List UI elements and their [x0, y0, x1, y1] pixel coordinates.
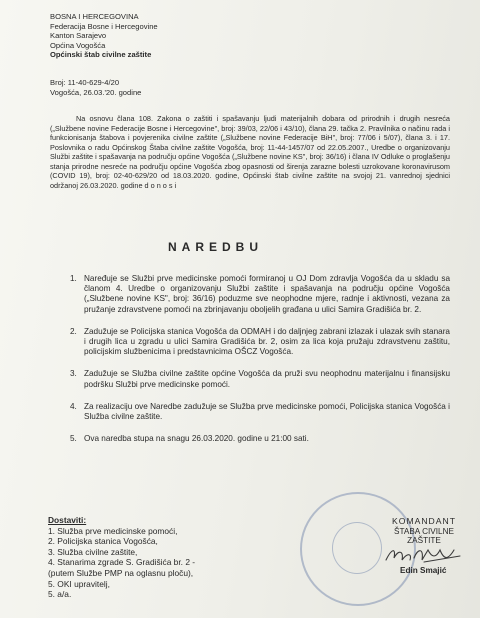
order-item-text: Zadužuje se Policijska stanica Vogošća da ODMAH i do daljnjeg zabrani izlazak i ulazak svih stanara i drugih lica u zgradu u ulici Samira Gradišića br. 2, osim za lica koja pružaju zdravstvenu zaštitu, policijskim službenicima i predstavnicima OŠCZ Vogošća. — [84, 326, 450, 357]
legal-basis-paragraph: Na osnovu člana 108. Zakona o zaštiti i spašavanju ljudi materijalnih dobara od prirodnih i drugih nesreća („Službene novine Federacije Bosne i Hercegovine", broj: 39/03, 22/06 i 43/10), člana 29. tačka 2. Pravilnika o načinu rada i funkcionisanja štabova i povjerenika civilne zaštite („Službene novine Federacije BiH", broj: 77/06 i 5/07), člana 3. i 17. Poslovnika o radu Općinskog Štaba civilne zaštite Vogošća, broj: 11-44-1457/07 od 22.05.2007., Uredbe o organizovanju Službi zaštite i spašavanja na području općine Vogošća („Službene novine KS", broj: 36/16) i člana IV Odluke o proglašenju stanja prirodne nesreće na području općine Vogošća zbog opasnosti od širenja zarazne bolesti uzrokovane koronavirusom (COVID 19), broj: 02-40-629/20 od 18.03.2020. godine, Općinski štab civilne zaštite na svojoj 21. vanrednoj sjednici održanoj 26.03.2020. godine d o n o s i — [50, 114, 450, 190]
distribution-line: 4. Stanarima zgrade S. Gradišića br. 2 - — [48, 557, 196, 568]
order-item-number: 1. — [70, 274, 77, 283]
order-item-text: Za realizaciju ove Naredbe zadužuje se Služba prve medicinske pomoći, Policijska stanica Vogošća i Služba civilne zaštite. — [84, 401, 450, 422]
document-title: NAREDBU — [168, 240, 263, 254]
order-item — [70, 327, 450, 358]
letterhead-line: Federacija Bosne i Hercegovine — [50, 21, 158, 31]
order-item-text: Naređuje se Službi prve medicinske pomoći formiranoj u OJ Dom zdravlja Vogošća da u skladu sa članom 4. Uredbe o organizovanju Službi zaštite i spašavanja na području općine Vogošća („Službene novine KS", broj: 36/16) poduzme sve neophodne mjere, radnje i aktivnosti, vezana za pružanje zdravstvene pomoći na zbrinjavanju oboljelih građana u ulici Samira Gradišića br. 2. — [84, 274, 450, 314]
signatory-title: KOMANDANT — [392, 516, 456, 526]
order-item-number: 5. — [70, 434, 77, 444]
distribution-line: 1. Služba prve medicinske pomoći, — [48, 525, 178, 536]
order-item — [70, 369, 450, 389]
distribution-line: 5. OKI upravitelj, — [48, 578, 110, 589]
order-item-text: Zadužuje se Služba civilne zaštite općine Vogošća da pruži svu neophodnu materijalnu i finansijsku podršku Službi prve medicinske pomoći. — [84, 369, 450, 389]
handwritten-signature — [384, 544, 464, 566]
letterhead — [50, 12, 158, 60]
distribution-line: 3. Služba civilne zaštite, — [48, 546, 138, 557]
order-item-number: 3. — [70, 369, 77, 379]
letterhead-line: Općinski štab civilne zaštite — [50, 50, 152, 60]
order-item-text: Ova naredba stupa na snagu 26.03.2020. godine u 21:00 sati. — [84, 434, 309, 444]
letterhead-line: Općina Vogošća — [50, 40, 106, 50]
document-meta — [50, 78, 141, 97]
order-item — [70, 434, 450, 444]
distribution-line: 5. a/a. — [48, 589, 72, 600]
order-item-number: 4. — [70, 401, 77, 411]
distribution-line: (putem Službe PMP na oglasnu ploču), — [48, 567, 194, 578]
document-place-date: Vogošća, 26.03.'20. godine — [50, 87, 142, 97]
signatory-subtitle: ŠTABA CIVILNE ZAŠTITE — [394, 527, 454, 545]
document-number: Broj: 11-40-629-4/20 — [50, 78, 120, 87]
order-item — [70, 274, 450, 315]
order-items — [70, 274, 450, 456]
order-item — [70, 402, 450, 422]
order-item-number: 2. — [70, 326, 77, 336]
signatory-block — [378, 516, 470, 545]
signatory-name: Edin Smajić — [400, 566, 447, 575]
distribution-title: Dostaviti: — [48, 515, 87, 525]
letterhead-line: Kanton Sarajevo — [50, 31, 107, 41]
letterhead-line: BOSNA I HERCEGOVINA — [50, 12, 139, 21]
distribution-line: 2. Policijska stanica Vogošća, — [48, 536, 158, 547]
distribution-list — [48, 515, 195, 600]
